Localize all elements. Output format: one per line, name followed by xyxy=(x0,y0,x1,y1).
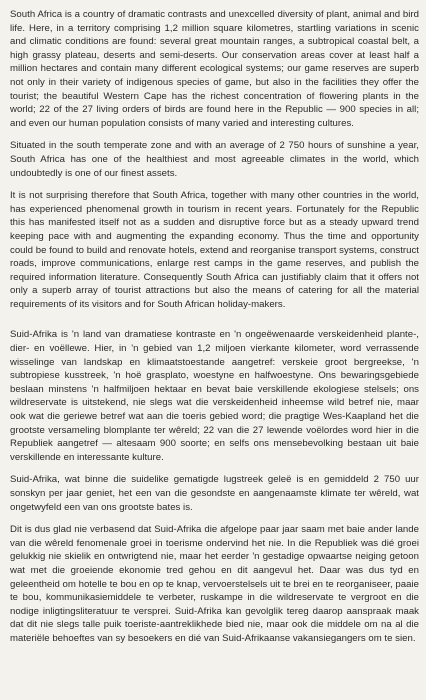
afrikaans-paragraph-1: Suid-Afrika is 'n land van dramatiese kontraste en 'n ongeëwenaarde verskeidenheid plante-, dier- en voëllewe. Hier, in 'n gebied van 1,2 miljoen vierkante kilometer, word verrassende wisselinge van landskap en klimaatstoestande aangetref: verskeie groot bergreekse, 'n subtropiese kusstreek, 'n hoë grasplato, woestyne en halfwoestyne. Ons bewaringsgebiede beslaan minstens 'n halfmiljoen hektaar en bevat baie verskillende ekologiese stelsels; ons wildreservate is uitstekend, nie slegs wat die verskeidenheid inheemse wild betref nie, maar ook wat die geriewe betref wat aan die toeris gebied word; die pragtige Wes-Kaapland het die grootste versameling blomplante ter wêreld; 22 van die 27 lewende voëlordes word hier in die Republiek aangetref — altesaam 900 soorte; en selfs ons mensebevolking bestaan uit baie verskillende en interessante kulture. xyxy=(10,329,419,463)
afrikaans-paragraph-3: Dit is dus glad nie verbasend dat Suid-Afrika die afgelope paar jaar saam met baie ander lande van die wêreld fenomenale groei in toerisme ondervind het nie. In die Republiek was dié groei gelukkig nie skielik en ontwrigtend nie, maar het eerder 'n gestadige opwaartse neiging getoon wat met die groeiende ekonomie tred gehou en dit aangevul het. Daar was dus tyd en geleentheid om hotelle te bou en op te knap, vervoerstelsels uit te brei en te reorganiseer, paaie te bou, kommunikasiemiddele te verbeter, ruskampe in die wildreservate te vergroot en die nodige inligtingsliteratuur te versprei. Suid-Afrika kan gevolglik tereg daarop aanspraak maak dat dit nie slegs talle puik toeriste-aantreklikhede bied nie, maar ook die middele om na al die materiële behoeftes van sy besoekers en dié van Suid-Afrikaanse vakansiegangers om te sien. xyxy=(10,524,419,644)
english-paragraph-3: It is not surprising therefore that South Africa, together with many other countries in the world, has experienced phenomenal growth in tourism in recent years. Fortunately for the Republic this has manifested itself not as a sudden and disruptive force but as a steady upward trend keeping pace with and augmenting the expanding economy. Thus the time and opportunity could be found to build and renovate hotels, extend and reorganise transport systems, construct roads, improve communications, enlarge rest camps in the game reserves, and publish the required information literature. Consequently South Africa can justifiably claim that it offers not only a superb array of tourist attractions but also the means of catering for all the material requirements of its visitors and for South African holiday-makers. xyxy=(10,190,419,310)
afrikaans-section xyxy=(10,328,419,645)
english-section xyxy=(10,8,419,311)
english-paragraph-1: South Africa is a country of dramatic contrasts and unexcelled diversity of plant, animal and bird life. Here, in a territory comprising 1,2 million square kilometres, startling variations in scenic and climatic conditions are found: several great mountain ranges, a subtropical coastal belt, a high grassy plateau, deserts and semi-deserts. Our conservation areas cover at least half a million hectares and contain many different ecological systems; our game reserves are superb not only in their variety of indigenous species of game, but also in the facilities they offer the tourist; the beautiful Western Cape has the richest concentration of flowering plants in the world; 22 of the 27 living orders of birds are found here in the Republic — 900 species in all; and even our human population consists of many varied and interesting cultures. xyxy=(10,9,419,129)
english-paragraph-2: Situated in the south temperate zone and with an average of 2 750 hours of sunshine a year, South Africa has one of the healthiest and most agreeable climates in the world, which undoubtedly is one of our finest assets. xyxy=(10,140,419,179)
afrikaans-paragraph-2: Suid-Afrika, wat binne die suidelike gematigde lugstreek geleë is en gemiddeld 2 750 uur sonskyn per jaar geniet, het een van die gesondste en aangenaamste klimate ter wêreld, wat ongetwyfeld een van ons grootste bates is. xyxy=(10,474,419,513)
document-page xyxy=(10,8,419,655)
